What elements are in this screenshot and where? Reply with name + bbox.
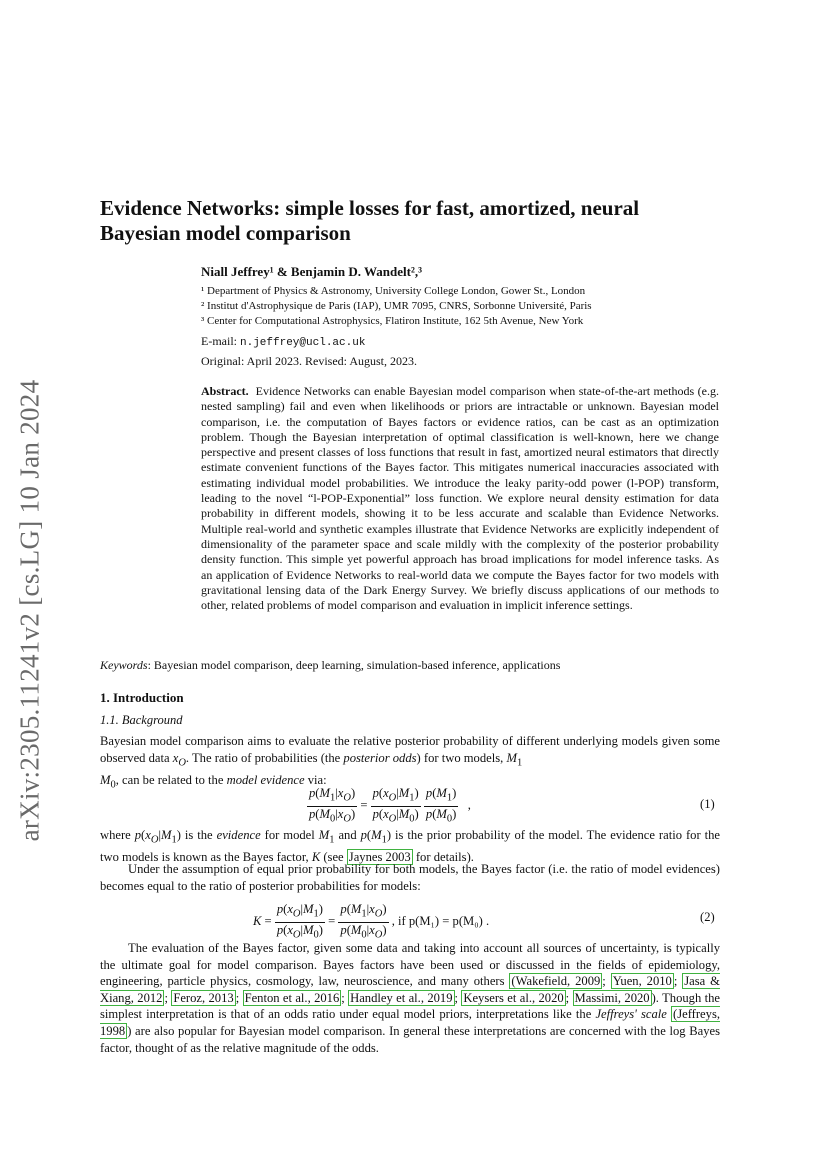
affiliation-3: ³ Center for Computational Astrophysics, Flatiron Institute, 162 5th Avenue, New York xyxy=(201,315,584,327)
text: . The ratio of probabilities (the xyxy=(185,750,344,765)
paper-title xyxy=(100,196,740,246)
citation-link[interactable]: Feroz, 2013 xyxy=(173,990,234,1005)
intro-paragraph-2: where $p(x_O|M_1)$ is the evidence for model $M_1$ and $p(M_1)$ is the prior probability of the model. The evidence ratio for the two models is known as the Bayes factor, K (see Jaynes 2003 for details). xyxy=(100,828,721,865)
text: (see xyxy=(320,850,347,865)
math-inline: M xyxy=(506,750,517,765)
emphasis: Jeffreys' scale xyxy=(595,1007,667,1022)
text: is the xyxy=(180,828,217,842)
emphasis: posterior odds xyxy=(343,750,417,765)
fraction: $\frac{p(M_1|x_O)}{p(M_0|x_O)}$ xyxy=(340,902,387,941)
title-line-1: Evidence Networks: simple losses for fast, amortized, neural xyxy=(100,196,640,220)
keywords xyxy=(100,658,720,673)
fraction: $\frac{p(x_O|M_1)}{p(x_O|M_0)}$ xyxy=(276,902,323,941)
math-inline: M xyxy=(318,828,330,842)
text: where xyxy=(100,828,135,842)
email-address[interactable]: n.jeffrey@ucl.ac.uk xyxy=(240,337,366,349)
math-inline: $x_O$ xyxy=(172,750,186,769)
text: ). Though the simplest interpretation is that of an odds ratio under equal model priors, interpretations like the xyxy=(100,990,720,1022)
fraction: $\frac{p(M_1|x_O)}{p(M_0|x_O)}$ xyxy=(309,786,356,825)
emphasis: model evidence xyxy=(226,772,305,787)
abstract xyxy=(201,384,719,613)
fraction: $\frac{p(M_1)}{p(M_0)}$ xyxy=(425,786,457,825)
affiliation-2: ² Institut d'Astrophysique de Paris (IAP), UMR 7095, CNRS, Sorbonne Université, Paris xyxy=(201,300,592,312)
text: via: xyxy=(304,772,327,787)
text: and xyxy=(334,828,361,842)
arxiv-side-stamp xyxy=(10,380,50,840)
abstract-label: Abstract. xyxy=(201,384,249,398)
intro-paragraph-3: Under the assumption of equal prior probability for both models, the Bayes factor (i.e. the ratio of model evidences) becomes equal to the ratio of posterior probabilities for models: xyxy=(100,862,720,893)
equation-1-number: (1) xyxy=(700,797,715,811)
revision-dates: Original: April 2023. Revised: August, 2023. xyxy=(201,354,417,368)
text: , can be related to the xyxy=(115,772,227,787)
citation-link[interactable]: Keysers et al., 2020 xyxy=(463,990,564,1005)
title-line-2: Bayesian model comparison xyxy=(100,221,351,245)
equation-2: K = $\frac{p(x_O|M_1)}{p(x_O|M_0)}$ = $\frac{p(M_1|x_O)}{p(M_0|x_O)}$ , if p(M₁) = p(M₀) . xyxy=(253,902,490,941)
text: The evaluation of the Bayes factor, given some data and taking into account all sources of uncertainty, is typically the ultimate goal for model comparison. Bayes factors have been used or discussed in the fields of epidemiology, engineering, particle physics, cosmology, law, neuroscience, and many others xyxy=(100,941,720,989)
math-inline: p xyxy=(360,828,367,842)
math-inline: M xyxy=(100,772,111,787)
equation-2-number: (2) xyxy=(700,910,715,924)
text: for model xyxy=(260,828,319,842)
citation-link[interactable]: Massimi, 2020 xyxy=(574,990,650,1005)
keywords-label: Keywords xyxy=(100,658,148,672)
emphasis: evidence xyxy=(216,828,261,842)
section-heading: 1. Introduction xyxy=(100,690,184,705)
citation-link[interactable]: (Wakefield, 2009 xyxy=(511,974,601,989)
citation-link[interactable]: Yuen, 2010 xyxy=(612,974,672,989)
text: is the prior probability of the model. The evidence ratio for the two models is known as the Bayes factor, xyxy=(100,828,721,865)
text: Bayesian model comparison aims to evaluate the relative posterior probability of different underlying models given some observed data xyxy=(100,734,720,765)
intro-paragraph-1: Bayesian model comparison aims to evaluate the relative posterior probability of different underlying models given some observed data $x_O$. The ratio of probabilities (the posterior odds) for two models, $M_1$ $M_0$, can be related to the model evidence via: xyxy=(100,734,720,791)
citation-link[interactable]: Jasa & Xiang, 2012 xyxy=(100,974,720,1005)
equation-2-condition: , if p(M₁) = p(M₀) . xyxy=(391,913,490,928)
fraction: $\frac{p(x_O|M_1)}{p(x_O|M_0)}$ xyxy=(372,786,419,825)
email-label: E-mail: xyxy=(201,334,240,348)
abstract-text: Evidence Networks can enable Bayesian model comparison when state-of-the-art methods (e.g. nested sampling) fail and even when likelihoods or priors are intractable or unknown. Bayesian model comparison, i.e. the computation of Bayes factors or evidence ratios, can be cast as an optimization problem. Though the Bayesian interpretation of optimal classification is well-known, here we change perspective and present classes of loss functions that result in fast, amortized neural estimators that directly estimate convenient functions of the Bayes factor. This mitigates numerical inaccuracies associated with estimating individual model probabilities. We introduce the leaky parity-odd power (l-POP) transform, leading to the novel “l-POP-Exponential” loss function. We explore neural density estimation for data probability in different models, showing it to be less accurate and scalable than Evidence Networks. Multiple real-world and synthetic examples illustrate that Evidence Networks are explicitly independent of dimensionality of the parameter space and scale mildly with the complexity of the posterior probability density function. This simple yet powerful approach has broad implications for model inference tasks. As an application of Evidence Networks to real-world data we compute the Bayes factor for two models with gravitational lensing data of the Dark Energy Survey. We briefly discuss applications of our methods to other, related problems of model comparison and evaluation in implicit inference settings. xyxy=(201,384,719,613)
math-inline: K xyxy=(311,850,321,865)
text: ) for two models, xyxy=(416,750,507,765)
subsection-heading: 1.1. Background xyxy=(100,713,183,727)
keywords-text: : Bayesian model comparison, deep learning, simulation-based inference, applications xyxy=(147,658,561,672)
arxiv-identifier: arXiv:2305.11241v2 [cs.LG] 10 Jan 2024 xyxy=(14,379,45,841)
author-list: Niall Jeffrey¹ & Benjamin D. Wandelt²,³ xyxy=(201,264,423,279)
citation-link[interactable]: Jaynes 2003 xyxy=(348,850,411,865)
contact-email xyxy=(201,334,365,349)
math-inline: p xyxy=(134,828,142,842)
text: ) are also popular for Bayesian model comparison. In general these interpretations are concerned with the log Bayes factor, thought of as the relative magnitude of the odds. xyxy=(100,1023,720,1055)
text: for details). xyxy=(412,850,474,865)
citation-link[interactable]: Handley et al., 2019 xyxy=(350,990,453,1005)
equation-1: $\frac{p(M_1|x_O)}{p(M_0|x_O)}$ = $\frac{p(x_O|M_1)}{p(x_O|M_0)}$ $\frac{p(M_1)}{p(M_0)}$ , xyxy=(309,786,471,825)
affiliation-1: ¹ Department of Physics & Astronomy, University College London, Gower St., London xyxy=(201,285,586,297)
citation-link[interactable]: Fenton et al., 2016 xyxy=(244,990,340,1005)
intro-paragraph-4: The evaluation of the Bayes factor, given some data and taking into account all sources of uncertainty, is typically the ultimate goal for model comparison. Bayes factors have been used or discussed in the fields of epidemiology, engineering, particle physics, cosmology, law, neuroscience, and many others (Wakefield, 2009 ; Yuen, 2010 ; Jasa & Xiang, 2012 ; Feroz, 2013 ; Fenton et al., 2016 ; Handley et al., 2019 ; Keysers et al., 2020 ; Massimi, 2020 ). Though the simplest interpretation is that of an odds ratio under equal model priors, interpretations like the Jeffreys' scale (Jeffreys, 1998 ) are also popular for Bayesian model comparison. In general these interpretations are concerned with the log Bayes factor, thought of as the relative magnitude of the odds. xyxy=(100,941,720,1055)
citation-link[interactable]: (Jeffreys, 1998 xyxy=(100,1007,720,1038)
